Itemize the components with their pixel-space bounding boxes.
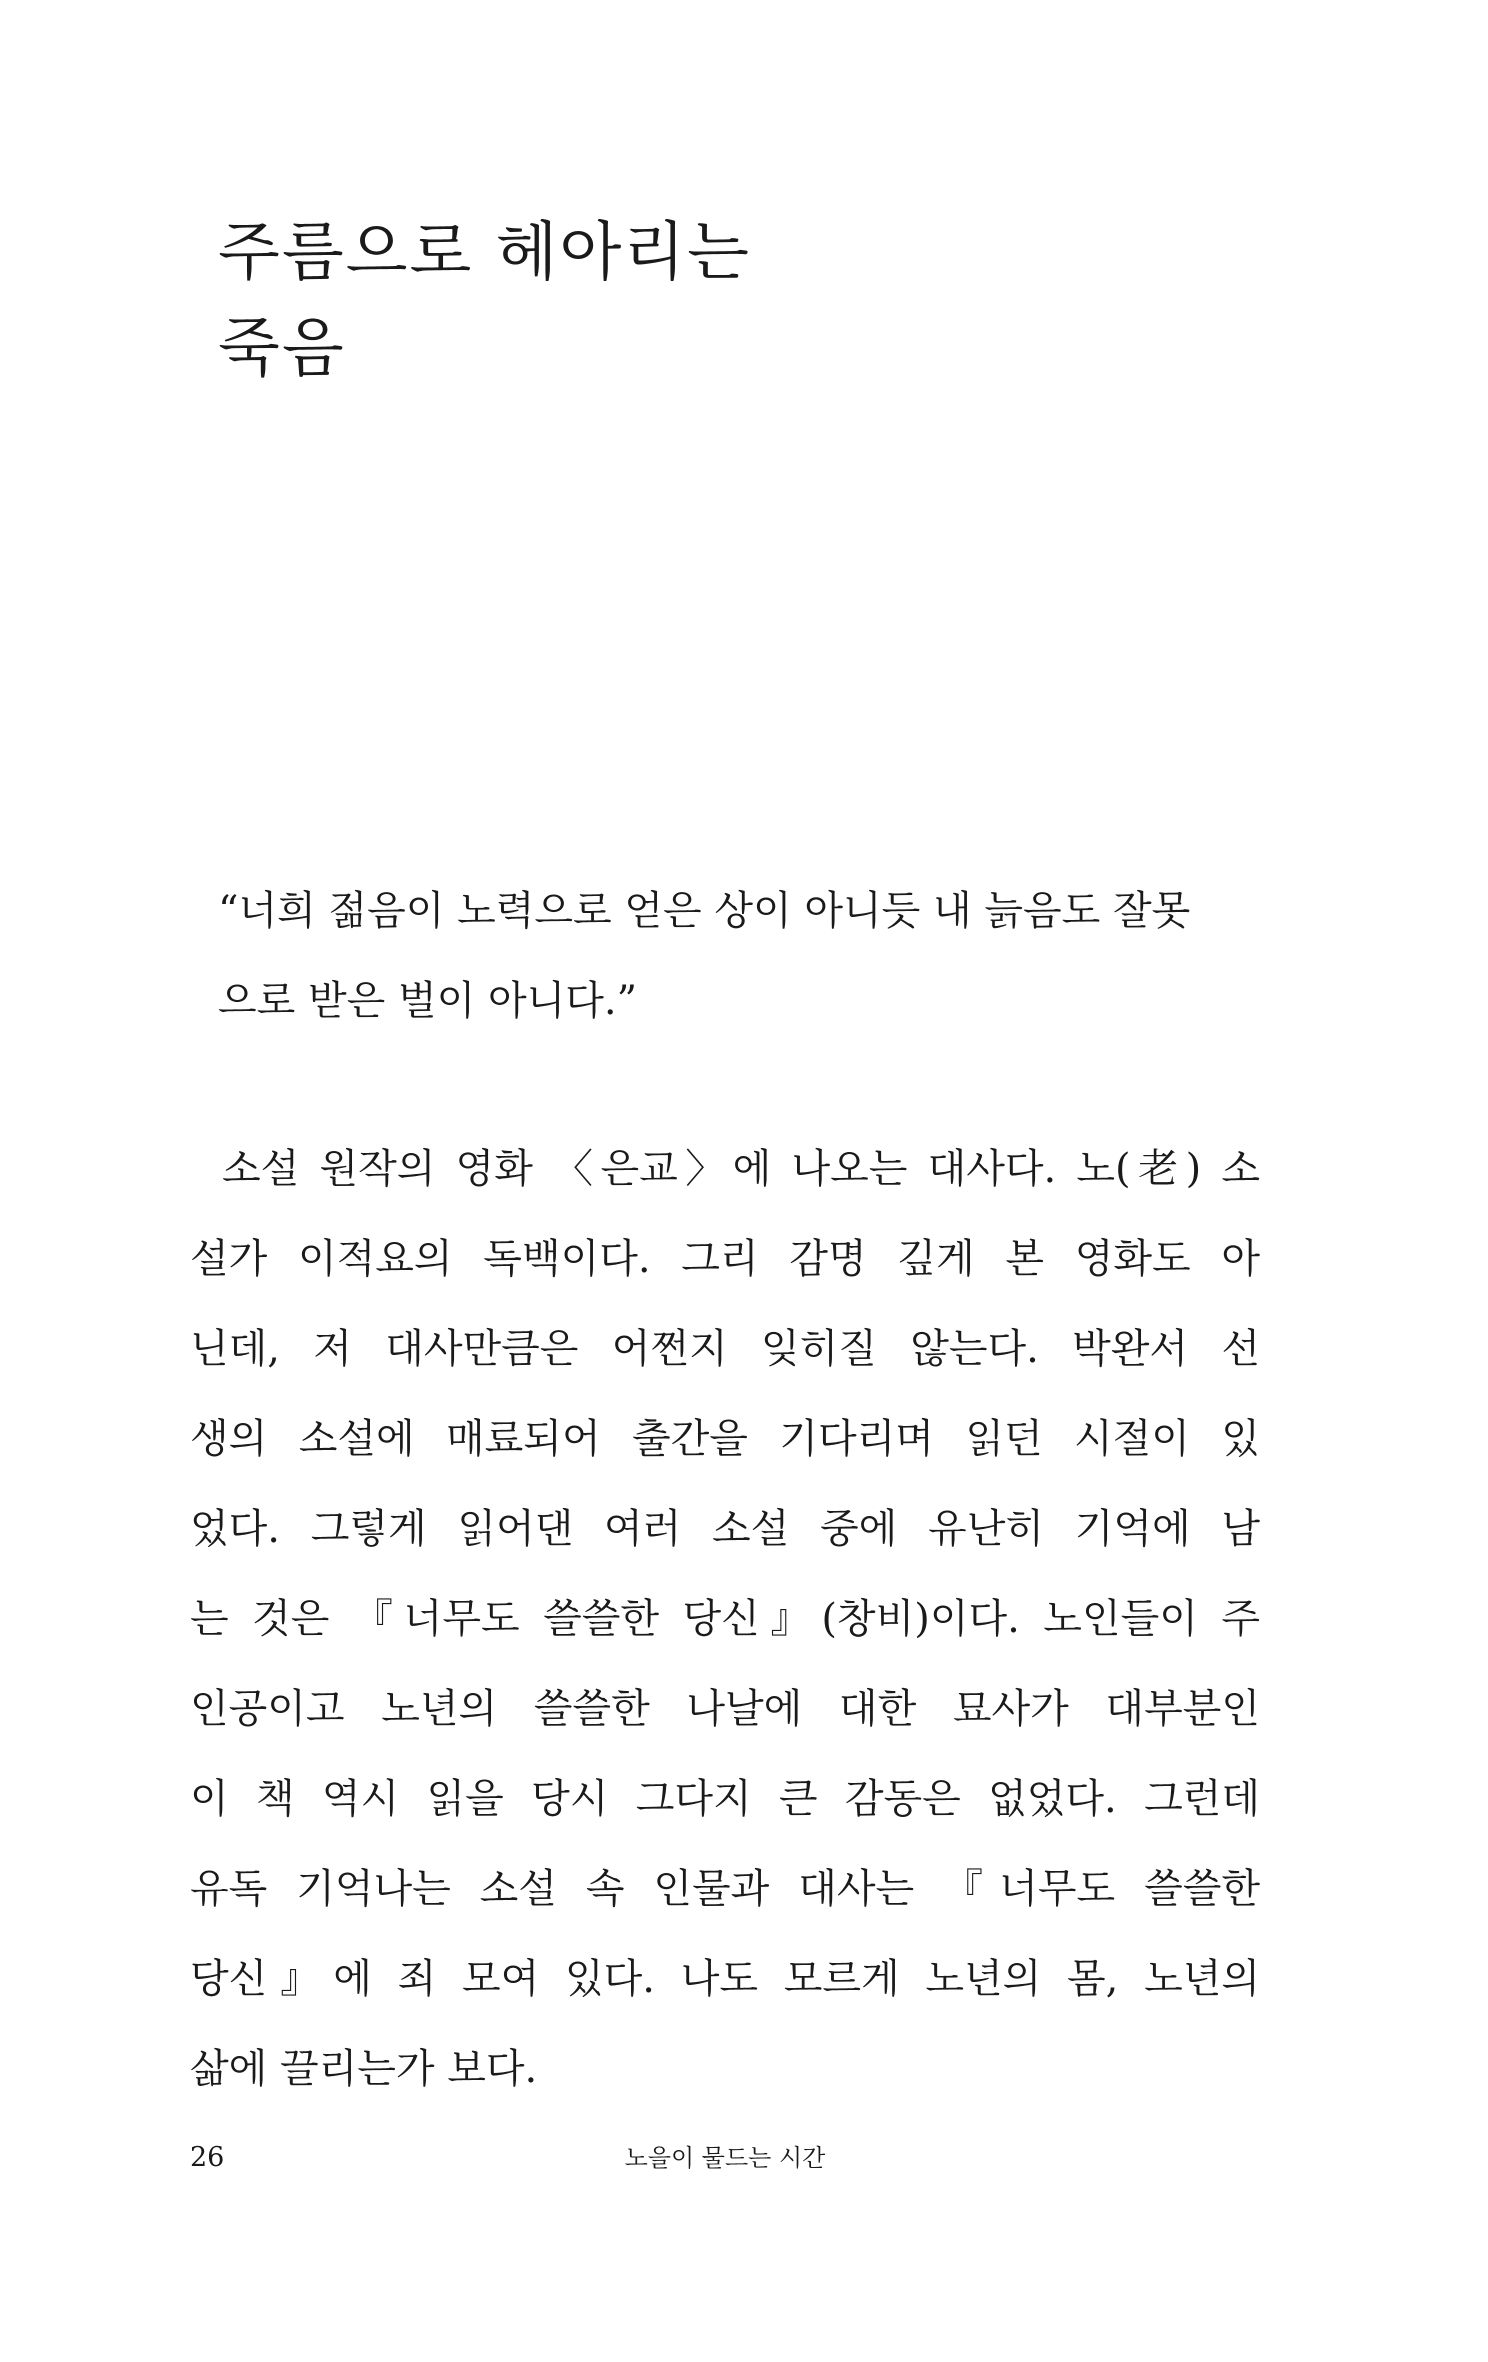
chapter-title-line: 주름으로 헤아리는 bbox=[218, 216, 751, 290]
epigraph-quote bbox=[218, 866, 1258, 1046]
quote-line: 으로 받은 벌이 아니다.” bbox=[218, 978, 638, 1024]
body-line: 당신』에 죄 모여 있다. 나도 모르게 노년의 몸, 노년의 bbox=[190, 1956, 1260, 2002]
body-line: 었다. 그렇게 읽어댄 여러 소설 중에 유난히 기억에 남 bbox=[190, 1506, 1260, 1552]
body-line: 삶에 끌리는가 보다. bbox=[190, 2046, 538, 2092]
body-line: 이 책 역시 읽을 당시 그다지 큰 감동은 없었다. 그런데 bbox=[190, 1776, 1260, 1822]
page-number: 26 bbox=[190, 2142, 225, 2173]
body-line: 설가 이적요의 독백이다. 그리 감명 깊게 본 영화도 아 bbox=[190, 1236, 1260, 1282]
body-line: 생의 소설에 매료되어 출간을 기다리며 읽던 시절이 있 bbox=[190, 1416, 1260, 1462]
body-line: 닌데, 저 대사만큼은 어쩐지 잊히질 않는다. 박완서 선 bbox=[190, 1326, 1260, 1372]
running-title: 노을이 물드는 시간 bbox=[624, 2144, 826, 2172]
body-line: 유독 기억나는 소설 속 인물과 대사는 『너무도 쓸쓸한 bbox=[190, 1866, 1260, 1912]
body-paragraph bbox=[190, 1124, 1260, 2114]
chapter-title-line: 죽음 bbox=[218, 312, 346, 386]
page-footer bbox=[190, 2138, 1260, 2178]
quote-line: “너희 젊음이 노력으로 얻은 상이 아니듯 내 늙음도 잘못 bbox=[218, 888, 1191, 934]
chapter-title bbox=[218, 205, 751, 397]
body-line: 인공이고 노년의 쓸쓸한 나날에 대한 묘사가 대부분인 bbox=[190, 1686, 1260, 1732]
body-line: 소설 원작의 영화 〈은교〉에 나오는 대사다. 노(老) 소 bbox=[222, 1146, 1260, 1192]
body-line: 는 것은 『너무도 쓸쓸한 당신』(창비)이다. 노인들이 주 bbox=[190, 1596, 1260, 1642]
